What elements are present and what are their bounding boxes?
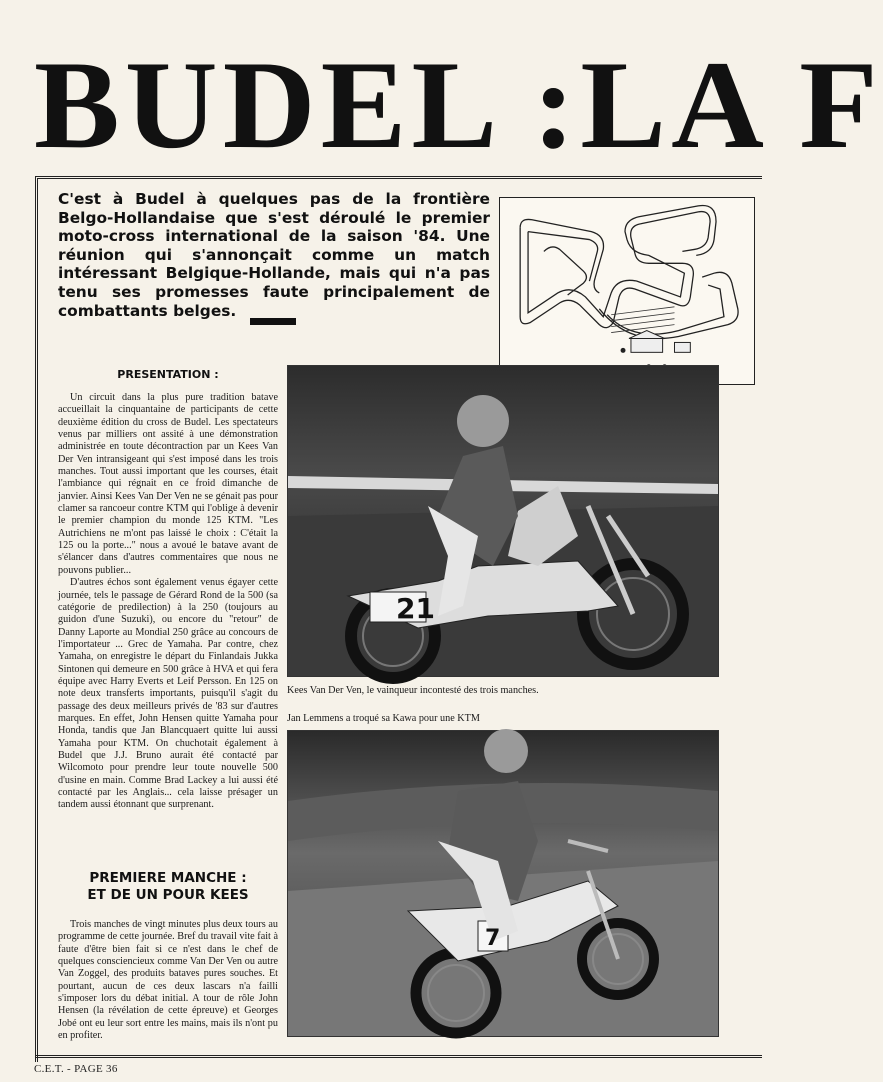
article-column-1 [58,392,278,812]
bike-number: 21 [396,592,435,625]
rider-photo-2 [288,731,718,1036]
photo-jan-lemmens [287,730,719,1037]
photo-caption: Jan Lemmens a troqué sa Kawa pour une KTM [287,713,480,724]
photo-caption: Kees Van Der Ven, le vainqueur incontesté des trois manches. [287,685,539,696]
section-title-line: PREMIERE MANCHE : [89,870,247,886]
headline [0,36,883,175]
section-title-presentation: PRESENTATION : [117,368,219,381]
rider-photo-1 [288,366,718,676]
paragraph: D'autres échos sont également venus égayer cette journée, tels le passage de Gérard Rond de la 500 (sa catégorie de predilection) à la 250 (toujours au guidon d'une Suzuki), ou encore du "retour" de Danny Laporte au Mondial 250 grâce au concours de l'importateur ... Grec de Yamaha. Par contre, chez Yamaha, on enregistre le départ du Finlandais Jukka Sintonen qui demeure en 500 grâce à HVA et qui fera équipe avec Harry Everts et Leif Persson. En 125 on note deux transferts importants, puisqu'il s'agit du passage des deux meilleurs privés de '83 sur d'autres marques. En effet, John Hensen quitte Yamaha pour Honda, tandis que Jan Blancquaert quitte lui aussi Yamaha pour KTM. On chuchotait également à Budel que J.J. Bruno aurait été contacté par Wilcomoto pour prendre leur toute nouvelle 500 d'usine en main. Comme Brad Lackey a lui aussi été contacté par les Anglais... cela laisse présager un tandem aussi étonnant que surprenant. [58,577,278,811]
separator-bar [250,318,296,325]
circuit-map-drawing [500,198,754,384]
headline-text: BUDEL :LA F [34,36,883,175]
intro-paragraph: C'est à Budel à quelques pas de la frontière Belgo-Hollandaise que s'est déroulé le premier moto-cross international de la saison '84. Une réunion qui s'annonçait comme un match intéressant Belgique-Hollande, mais qui n'a pas tenu ses promesses faute principalement de combattants belges. [58,190,490,320]
article-column-2 [58,919,278,1042]
section-title-premiere-manche [58,870,278,904]
paragraph: Un circuit dans la plus pure tradition batave accueillait la cinquantaine de participants de cette deuxième édition du cross de Budel. Les spectateurs venus par milliers ont assité à une démonstration administrée en toute décontraction par un Kees Van Der Ven intransigeant qui s'est imposé dans les trois manches. Tout aussi important que les courses, était l'ambiance qui régnait en ce froid dimanche de janvier. Ainsi Kees Van Der Ven ne se génait pas pour clamer sa rancoeur contre KTM qui l'oblige à devenir le premier champion du monde 125 KTM. "Les Autrichiens ne m'ont pas laissé le choix : C'était la 125 ou la porte..." nous a avoué le batave avant de s'élancer dans d'autres commentaires que nous ne pouvons publier... [58,392,278,576]
paragraph: Trois manches de vingt minutes plus deux tours au programme de cette journée. Bref du travail vite fait à faute d'être bien fait si ce n'est dans le chef de quelques consciencieux comme Van Der Ven ou autre Van Zoggel, des produits bataves pures souches. Et pourtant, aucun de ces deux lascars n'a failli s'imposer lors du débat initial. A tour de rôle John Hensen (la révélation de cette épreuve) et Georges Jobé ont eu leur sort entre les mains, mais ils n'ont pu en profiter. [58,919,278,1042]
bike-number: 7 [485,926,501,951]
page-footer: C.E.T. - PAGE 36 [34,1063,118,1075]
section-title-line: ET DE UN POUR KEES [87,887,249,903]
photo-kees-van-der-ven [287,365,719,677]
circuit-map [499,197,755,385]
bottom-rule [35,1055,762,1058]
